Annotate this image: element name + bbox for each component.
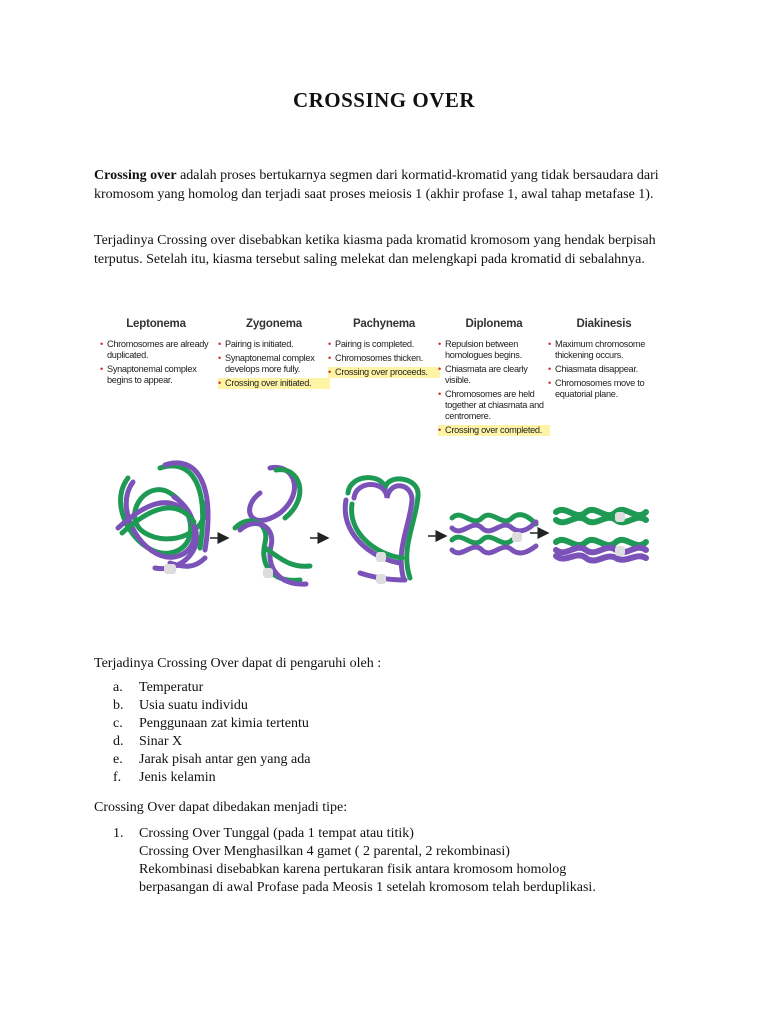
intro-text: adalah proses bertukarnya segmen dari kormatid-kromatid yang tidak bersaudara dari kromosom yang homolog dan terjadi saat proses meiosis 1 (akhir profase 1, awal tahap metafase 1). bbox=[94, 168, 659, 202]
stage-bullet: • Chromosomes are held together at chiasmata and centromere. bbox=[438, 389, 550, 422]
stage-bullet: • Pairing is completed. bbox=[328, 339, 440, 350]
zygonema-chromosomes bbox=[235, 467, 310, 584]
list-marker: b. bbox=[113, 698, 124, 713]
type-line: Crossing Over Menghasilkan 4 gamet ( 2 parental, 2 rekombinasi) bbox=[139, 844, 510, 859]
list-item-text: Temperatur bbox=[139, 680, 204, 695]
stage-bullet: • Maximum chromosome thickening occurs. bbox=[548, 339, 660, 361]
types-intro: Crossing Over dapat dibedakan menjadi tipe: bbox=[94, 800, 348, 815]
stage-bullet: • Chiasmata are clearly visible. bbox=[438, 364, 550, 386]
stage-bullet: • Synaptonemal complex develops more fully. bbox=[218, 353, 330, 375]
stage-bullet: • Repulsion between homologues begins. bbox=[438, 339, 550, 361]
type-line: Crossing Over Tunggal (pada 1 tempat atau titik) bbox=[139, 826, 414, 841]
list-item bbox=[113, 679, 613, 697]
stage-title: Pachynema bbox=[352, 318, 416, 330]
chromosome-illustration bbox=[100, 318, 660, 618]
factors-list bbox=[113, 679, 613, 787]
list-item bbox=[113, 769, 613, 787]
list-marker: a. bbox=[113, 680, 123, 695]
stage-bullet: • Chromosomes move to equatorial plane. bbox=[548, 378, 660, 400]
intro-paragraph bbox=[94, 166, 684, 204]
stage-bullet-highlight: • Crossing over completed. bbox=[438, 425, 550, 436]
stage-bullet-highlight: • Crossing over initiated. bbox=[218, 378, 330, 389]
types-list bbox=[113, 825, 673, 897]
stage-bullet: • Chiasmata disappear. bbox=[548, 364, 660, 375]
leptonema-chromosomes bbox=[118, 463, 208, 574]
stage-bullet: • Pairing is initiated. bbox=[218, 339, 330, 350]
list-marker: 1. bbox=[113, 826, 124, 841]
factors-intro: Terjadinya Crossing Over dapat di pengaruhi oleh : bbox=[94, 656, 382, 671]
meiosis-prophase-figure bbox=[100, 318, 660, 618]
type-line: Rekombinasi disebabkan karena pertukaran fisik antara kromosom homolog bbox=[139, 862, 567, 877]
stage-title: Leptonema bbox=[126, 318, 186, 330]
list-marker: d. bbox=[113, 734, 124, 749]
list-marker: f. bbox=[113, 770, 122, 785]
stage-bullet: • Chromosomes are already duplicated. bbox=[100, 339, 212, 361]
pachynema-chromosomes bbox=[345, 478, 418, 584]
stage-title: Diplonema bbox=[465, 318, 523, 330]
list-item-text: Usia suatu individu bbox=[139, 698, 248, 713]
list-item-text: Penggunaan zat kimia tertentu bbox=[139, 716, 309, 731]
list-item-text: Sinar X bbox=[139, 734, 183, 749]
stage-title: Zygonema bbox=[246, 318, 302, 330]
list-item bbox=[113, 715, 613, 733]
stage-title: Diakinesis bbox=[576, 318, 632, 330]
list-item-text: Jenis kelamin bbox=[139, 770, 216, 785]
cause-paragraph: Terjadinya Crossing over disebabkan ketika kiasma pada kromatid kromosom yang hendak berpisah terputus. Setelah itu, kiasma tersebut saling melekat dan melengkapi pada kromatid di sebalahnya. bbox=[94, 233, 656, 267]
page-title: CROSSING OVER bbox=[292, 88, 476, 112]
intro-term: Crossing over bbox=[94, 168, 177, 183]
list-item bbox=[113, 697, 613, 715]
list-marker: c. bbox=[113, 716, 123, 731]
stage-bullet: • Synaptonemal complex begins to appear. bbox=[100, 364, 212, 386]
list-item-text: Jarak pisah antar gen yang ada bbox=[139, 752, 311, 767]
stage-bullet-highlight: • Crossing over proceeds. bbox=[328, 367, 440, 378]
diakinesis-chromosomes bbox=[556, 510, 646, 561]
list-item bbox=[113, 825, 673, 897]
list-item bbox=[113, 733, 613, 751]
type-line: berpasangan di awal Profase pada Meosis 1 setelah kromosom telah berduplikasi. bbox=[139, 880, 596, 895]
stage-bullet: • Chromosomes thicken. bbox=[328, 353, 440, 364]
diplonema-chromosomes bbox=[452, 515, 536, 553]
list-marker: e. bbox=[113, 752, 123, 767]
list-item bbox=[113, 751, 613, 769]
